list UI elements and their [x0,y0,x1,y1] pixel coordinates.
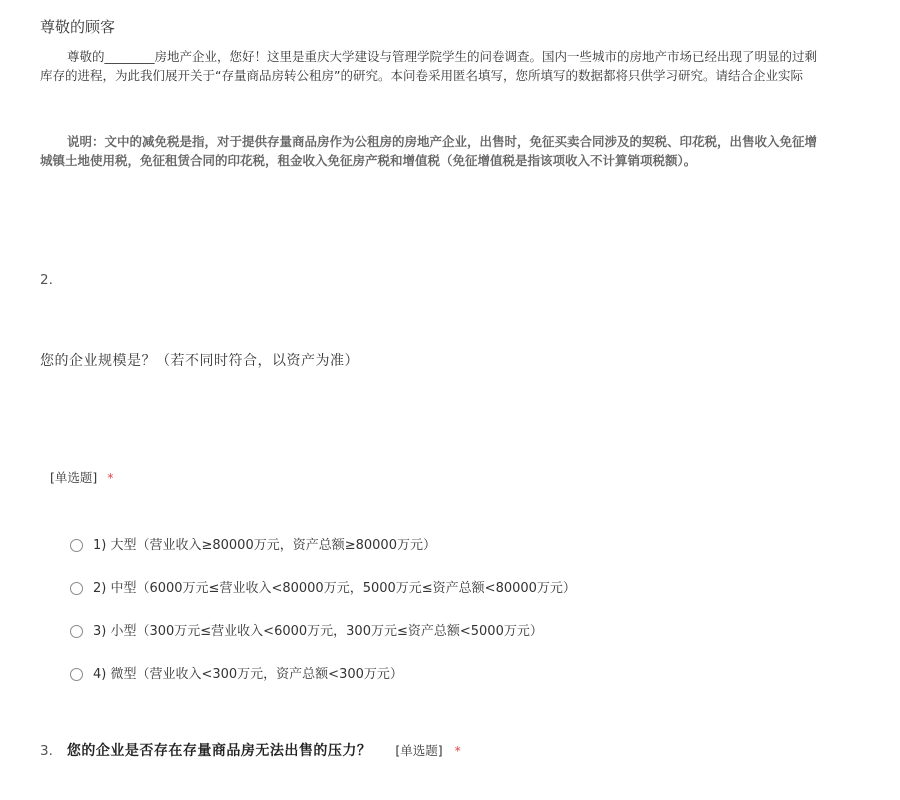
greeting-heading: 尊敬的顾客 [40,18,116,36]
option-label[interactable]: 3) 小型（300万元≤营业收入<6000万元，300万元≤资产总额<5000万元） [93,624,543,639]
option-label[interactable]: 1) 大型（营业收入≥80000万元，资产总额≥80000万元） [93,538,436,553]
question-3-header [40,740,461,760]
required-mark: * [454,743,461,758]
intro-line: 库存的进程，为此我们展开关于“存量商品房转公租房”的研究。本问卷采用匿名填写，您所填写的数据都将只供学习研究。请结合企业实际 [40,68,803,83]
note-line: 说明：文中的减免税是指，对于提供存量商品房作为公租房的房地产企业，出售时，免征买卖合同涉及的契税、印花税，出售收入免征增 [67,134,818,149]
intro-paragraph [40,47,900,85]
question-3-number: 3. [40,743,53,759]
question-2-type [50,468,114,486]
intro-line: 尊敬的________房地产企业，您好！这里是重庆大学建设与管理学院学生的问卷调查。国内一些城市的房地产市场已经出现了明显的过剩 [67,49,818,64]
option-large[interactable] [70,537,890,580]
question-2-title: 您的企业规模是？（若不同时符合，以资产为准） [40,353,359,369]
radio-button[interactable] [70,625,83,638]
question-3-title: 您的企业是否存在存量商品房无法出售的压力？ [66,743,372,759]
option-label[interactable]: 4) 微型（营业收入<300万元，资产总额<300万元） [93,667,403,682]
note-line: 城镇土地使用税，免征租赁合同的印花税，租金收入免征房产税和增值税（免征增值税是指该项收入不计算销项税额）。 [40,153,697,168]
radio-button[interactable] [70,539,83,552]
required-mark: * [107,470,114,485]
option-small[interactable] [70,623,890,666]
question-type-label: [单选题] [395,743,443,758]
question-type-label: [单选题] [50,470,98,485]
tax-note-paragraph [40,132,900,170]
radio-button[interactable] [70,582,83,595]
option-micro[interactable] [70,666,890,709]
question-2-number: 2. [40,272,53,288]
option-label[interactable]: 2) 中型（6000万元≤营业收入<80000万元，5000万元≤资产总额<80000万元） [93,581,576,596]
question-2-options [70,537,890,709]
radio-button[interactable] [70,668,83,681]
option-medium[interactable] [70,580,890,623]
